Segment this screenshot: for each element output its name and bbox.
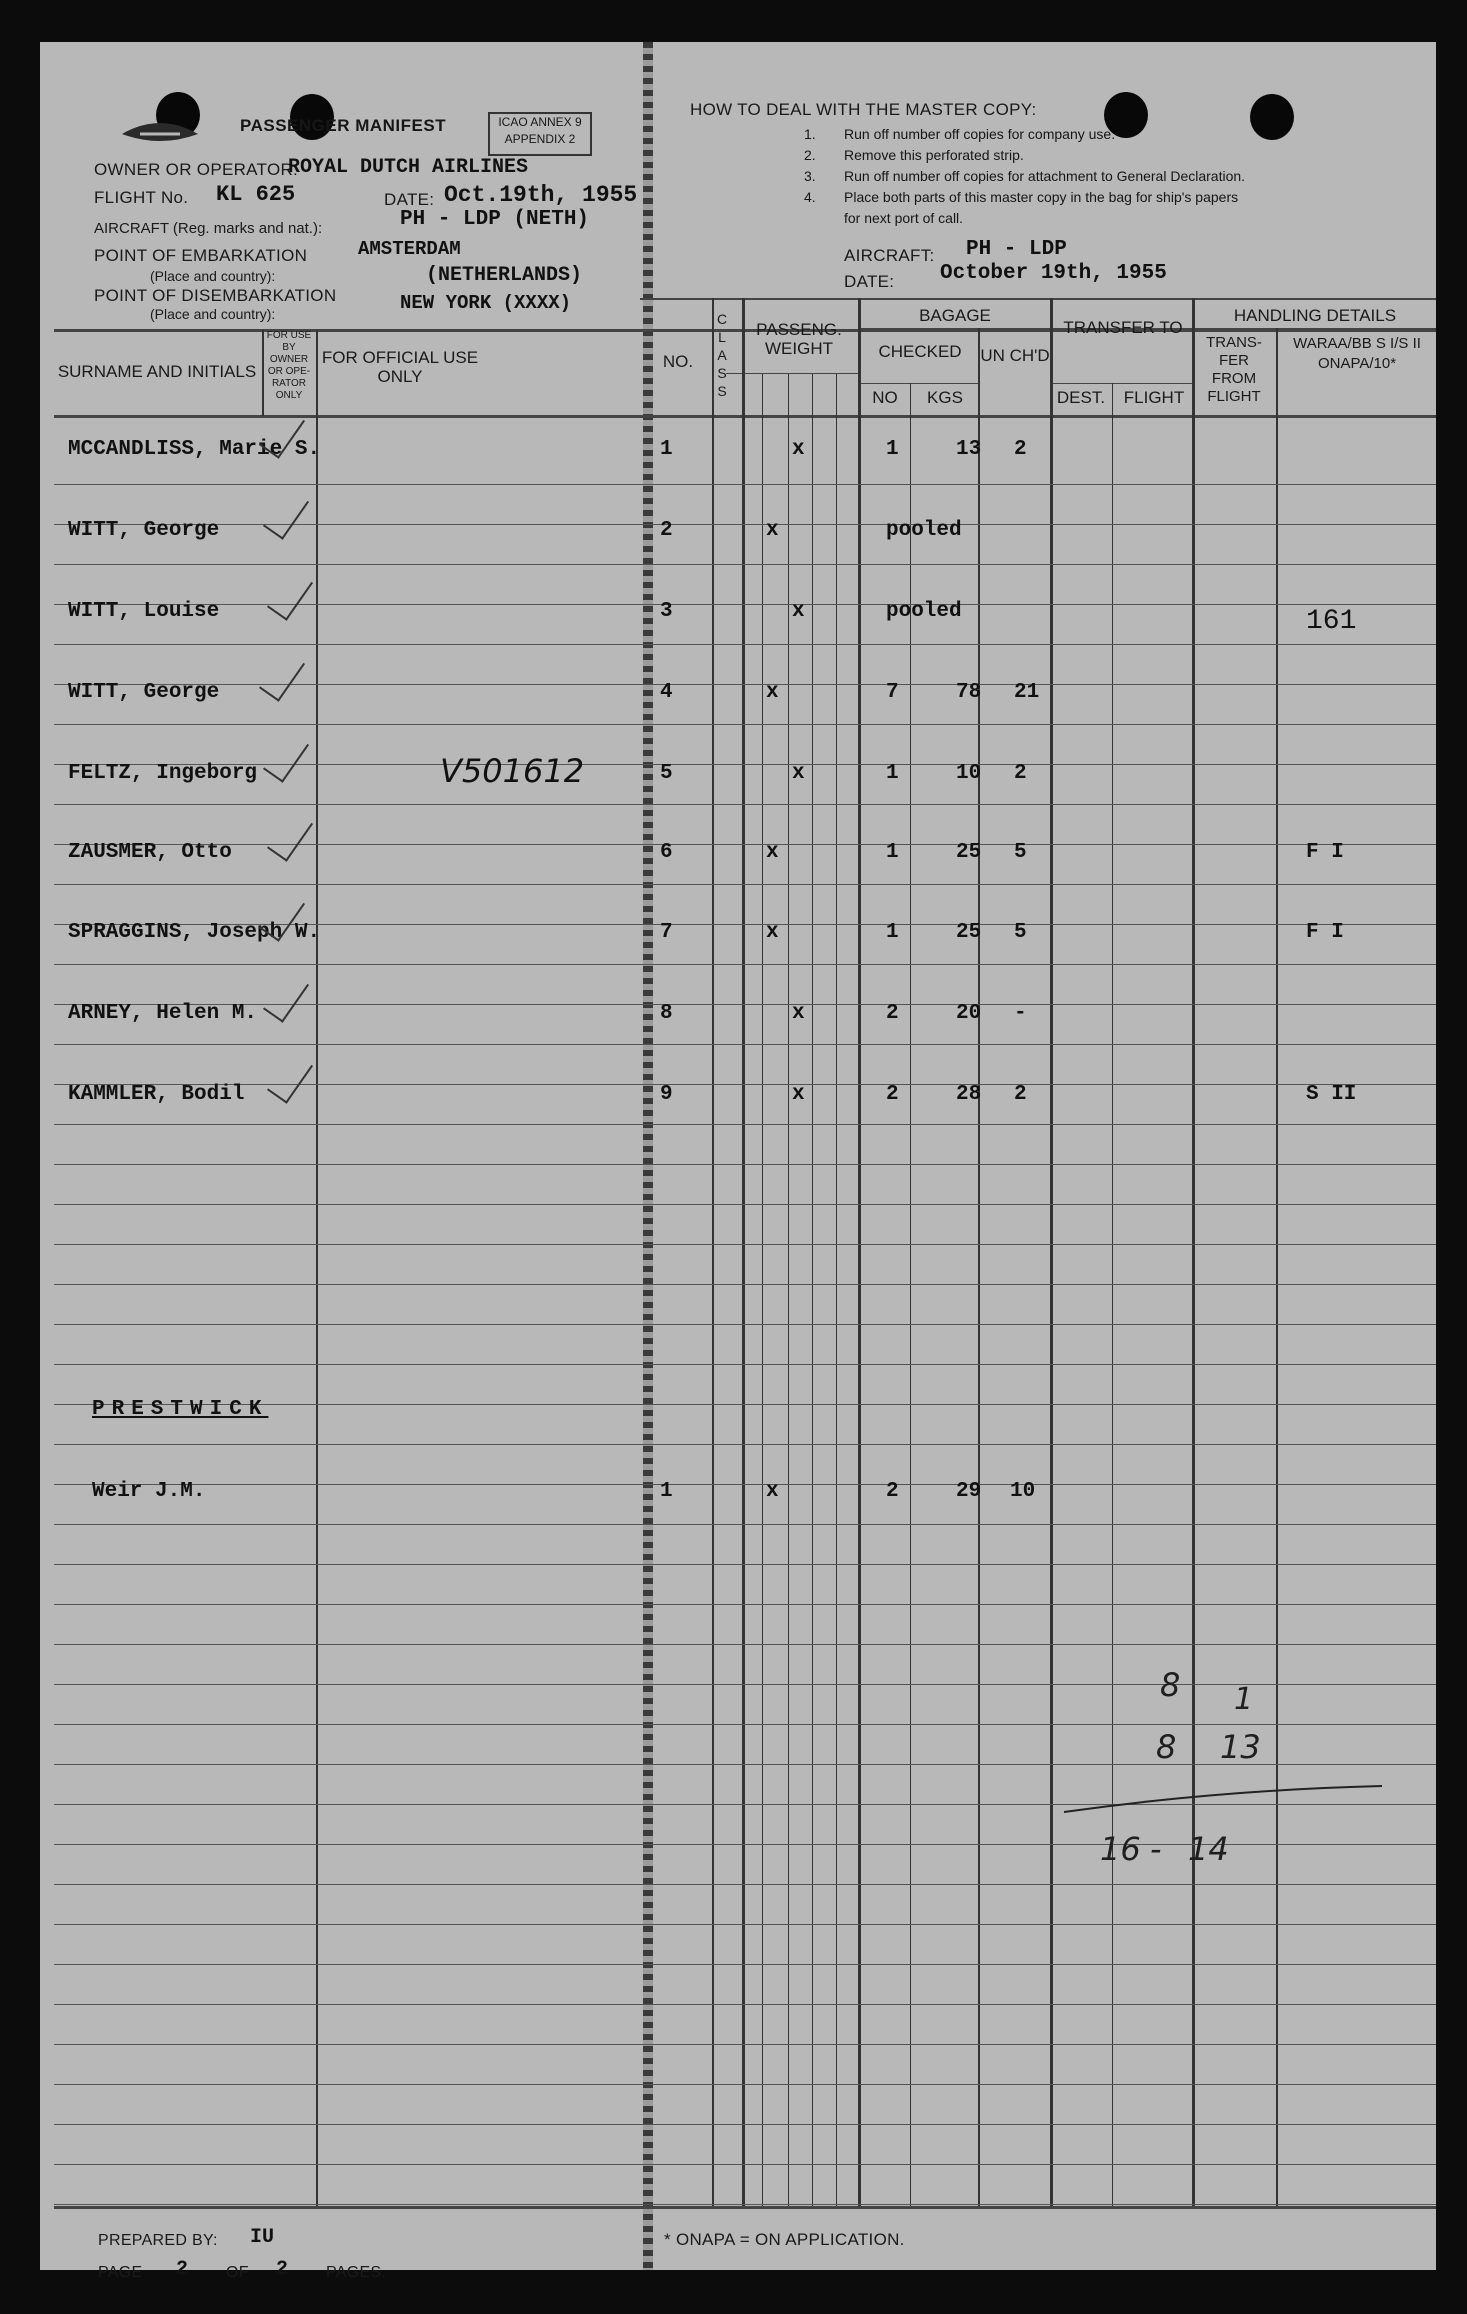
row-rule: [54, 1964, 1436, 1965]
disembark-label: POINT OF DISEMBARKATION: [94, 286, 337, 305]
passenger-class: x: [766, 1480, 779, 1503]
row-rule: [54, 564, 1436, 565]
col-transfer-from: TRANS- FER FROM FLIGHT: [1206, 334, 1262, 405]
passenger-no: 4: [660, 681, 673, 704]
row-rule: [54, 1684, 1436, 1685]
col-kgs: KGS: [927, 388, 963, 407]
passenger-name: KAMMLER, Bodil: [68, 1083, 245, 1106]
col-surname: SURNAME AND INITIALS: [57, 362, 257, 381]
inst-aircraft-value: PH - LDP: [966, 238, 1067, 261]
col-transfer: TRANSFER TO: [1063, 318, 1183, 337]
date-value: Oct.19th, 1955: [444, 182, 638, 208]
passenger-name: WITT, Louise: [68, 600, 220, 623]
row-rule: [54, 2044, 1436, 2045]
baggage-kgs: 28: [956, 1083, 982, 1106]
baggage-count: 2: [886, 1480, 899, 1503]
prepared-value: IU: [250, 2226, 275, 2249]
checkmark-icon: [263, 731, 309, 782]
tally-rule: [1060, 1782, 1390, 1822]
tally-f: 14: [1188, 1830, 1229, 1868]
handling-code: S II: [1306, 1083, 1357, 1106]
row-rule: [54, 964, 1436, 965]
official-note: V501612: [440, 752, 585, 790]
row-rule: [54, 2204, 1436, 2205]
row-rule: [54, 1124, 1436, 1125]
embark-value: AMSTERDAM: [358, 238, 461, 260]
baggage-pooled: pooled: [886, 519, 962, 542]
row-rule: [54, 644, 1436, 645]
passenger-class: x: [766, 519, 779, 542]
baggage-count: 1: [886, 438, 899, 461]
row-rule: [54, 764, 1436, 765]
passenger-name: ZAUSMER, Otto: [68, 841, 232, 864]
inst-aircraft-label: AIRCRAFT:: [844, 246, 935, 265]
passenger-class: x: [766, 921, 779, 944]
row-rule: [54, 1884, 1436, 1885]
passenger-name: ARNEY, Helen M.: [68, 1002, 258, 1025]
row-rule: [54, 1444, 1436, 1445]
passenger-no: 3: [660, 600, 673, 623]
aircraft-value: PH - LDP (NETH): [400, 208, 590, 231]
col-dest: DEST.: [1056, 388, 1106, 407]
baggage-count: 1: [886, 841, 899, 864]
row-rule: [54, 1244, 1436, 1245]
instruction-item: 2. Remove this perforated strip.: [804, 147, 1024, 163]
tally-dash: -: [1150, 1830, 1162, 1868]
col-handling: HANDLING DETAILS: [1233, 306, 1397, 325]
instruction-item: for next port of call.: [844, 210, 964, 226]
col-checked: CHECKED: [878, 342, 962, 361]
row-rule: [54, 1324, 1436, 1325]
handling-code: F I: [1306, 921, 1344, 944]
baggage-kgs: 78: [956, 681, 982, 704]
owner-value: ROYAL DUTCH AIRLINES: [288, 156, 529, 179]
passenger-no: 7: [660, 921, 673, 944]
icao-line1: ICAO ANNEX 9: [498, 115, 582, 129]
instructions-title: HOW TO DEAL WITH THE MASTER COPY:: [690, 100, 1037, 119]
passenger-no: 1: [660, 438, 673, 461]
pages-label: PAGES.: [326, 2264, 387, 2281]
passenger-class: x: [766, 841, 779, 864]
row-rule: [54, 2124, 1436, 2125]
baggage-kgs: 25: [956, 841, 982, 864]
row-rule: [54, 1004, 1436, 1005]
passenger-no: 9: [660, 1083, 673, 1106]
instructions-list: [804, 124, 1444, 229]
passenger-no: 8: [660, 1002, 673, 1025]
inst-date-value: October 19th, 1955: [940, 262, 1167, 285]
airline-logo-icon: [120, 112, 200, 152]
col-class: C L A S S: [716, 311, 728, 399]
passenger-name: WITT, George: [68, 519, 220, 542]
baggage-kgs: 25: [956, 921, 982, 944]
checkmark-icon: [263, 971, 309, 1022]
row-rule: [54, 804, 1436, 805]
row-rule: [54, 1204, 1436, 1205]
baggage-count: 1: [886, 762, 899, 785]
manifest-sheet: [40, 42, 1436, 2281]
col-official: FOR OFFICIAL USE ONLY: [321, 348, 479, 386]
row-rule: [54, 2164, 1436, 2165]
passenger-name: SPRAGGINS, Joseph W.: [68, 921, 321, 944]
passenger-class: x: [792, 762, 805, 785]
perforated-strip: [643, 42, 653, 2270]
col-flight: FLIGHT: [1123, 388, 1185, 407]
baggage-kgs: 13: [956, 438, 982, 461]
prepared-label: PREPARED BY:: [98, 2232, 218, 2249]
flight-label: FLIGHT No.: [94, 188, 189, 207]
tally-d: 13: [1220, 1728, 1261, 1766]
row-rule: [54, 1164, 1436, 1165]
row-rule: [54, 1084, 1436, 1085]
passenger-class: x: [792, 438, 805, 461]
col-unchd: UN CH'D: [980, 346, 1050, 365]
embark-label: POINT OF EMBARKATION: [94, 246, 308, 265]
baggage-count: 2: [886, 1083, 899, 1106]
icao-box: [488, 112, 592, 156]
passenger-name: Weir J.M.: [92, 1480, 206, 1503]
instruction-item: 4. Place both parts of this master copy in the bag for ship's papers: [804, 189, 1239, 205]
row-rule: [54, 2084, 1436, 2085]
row-rule: [54, 1564, 1436, 1565]
passenger-class: x: [766, 681, 779, 704]
passenger-class: x: [792, 1083, 805, 1106]
tally-e: 16: [1100, 1830, 1141, 1868]
checkmark-icon: [267, 1052, 313, 1103]
baggage-count: 2: [886, 1002, 899, 1025]
inst-date-label: DATE:: [844, 272, 895, 291]
row-rule: [54, 2004, 1436, 2005]
passenger-no: 2: [660, 519, 673, 542]
row-rule: [54, 1364, 1436, 1365]
passenger-no: 5: [660, 762, 673, 785]
col-bag-no: NO: [872, 388, 898, 407]
aircraft-label: AIRCRAFT (Reg. marks and nat.):: [94, 220, 323, 237]
baggage-count: 1: [886, 921, 899, 944]
row-rule: [54, 724, 1436, 725]
passenger-name: WITT, George: [68, 681, 220, 704]
icao-line2: APPENDIX 2: [504, 132, 576, 146]
passenger-no: 6: [660, 841, 673, 864]
baggage-kgs: 29: [956, 1480, 982, 1503]
disembark-sub: (Place and country):: [150, 306, 276, 322]
col-for-use: FOR USE BY OWNER OR OPE- RATOR ONLY: [266, 330, 312, 401]
handling-code: F I: [1306, 841, 1344, 864]
row-rule: [54, 524, 1436, 525]
onapa-note: * ONAPA = ON APPLICATION.: [664, 2230, 905, 2249]
instruction-item: 3. Run off number off copies for attachment to General Declaration.: [804, 168, 1246, 184]
baggage-pooled: pooled: [886, 600, 962, 623]
baggage-kgs: 10: [956, 762, 982, 785]
col-bagage: BAGAGE: [919, 306, 991, 325]
baggage-kgs: 20: [956, 1002, 982, 1025]
row-rule: [54, 1724, 1436, 1725]
col-passeng: PASSENG. WEIGHT: [756, 320, 842, 358]
instruction-item: 1. Run off number off copies for company use.: [804, 126, 1116, 142]
row-rule: [54, 1644, 1436, 1645]
row-rule: [54, 1484, 1436, 1485]
baggage-unchecked: 2: [1014, 1083, 1027, 1106]
passenger-class: x: [792, 1002, 805, 1025]
of-value: 2: [276, 2258, 289, 2281]
checkmark-icon: [267, 569, 313, 620]
tally-c: 8: [1156, 1728, 1177, 1766]
embark-sub: (Place and country):: [150, 268, 276, 284]
col-waraa: WARAA/BB S I/S II ONAPA/10*: [1293, 335, 1421, 372]
page-label: PAGE: [98, 2264, 143, 2281]
tally-b: 1: [1234, 1682, 1254, 1717]
form-title: PASSENGER MANIFEST: [240, 116, 447, 135]
tally-a: 8: [1160, 1666, 1181, 1704]
baggage-unchecked: 10: [1010, 1480, 1036, 1503]
passenger-name: MCCANDLISS, Marie S.: [68, 438, 321, 461]
passenger-class: x: [792, 600, 805, 623]
baggage-unchecked: 2: [1014, 438, 1027, 461]
baggage-count: 7: [886, 681, 899, 704]
disembark-value: NEW YORK (XXXX): [400, 292, 572, 314]
row-rule: [54, 1284, 1436, 1285]
baggage-unchecked: 5: [1014, 841, 1027, 864]
row-rule: [54, 604, 1436, 605]
handling-note: 161: [1306, 606, 1357, 637]
baggage-unchecked: -: [1014, 1002, 1027, 1025]
row-rule: [54, 884, 1436, 885]
row-rule: [54, 1524, 1436, 1525]
row-rule: [54, 1044, 1436, 1045]
row-rule: [54, 1924, 1436, 1925]
col-no: NO.: [662, 352, 694, 371]
owner-label: OWNER OR OPERATOR:: [94, 160, 299, 179]
date-label: DATE:: [384, 190, 435, 209]
baggage-unchecked: 21: [1014, 681, 1040, 704]
checkmark-icon: [263, 488, 309, 539]
embark-country: (NETHERLANDS): [426, 264, 583, 287]
page-value: 2: [176, 2258, 189, 2281]
of-label: OF: [226, 2264, 249, 2281]
checkmark-icon: [259, 650, 305, 701]
baggage-unchecked: 2: [1014, 762, 1027, 785]
section-heading: PRESTWICK: [92, 1398, 269, 1421]
checkmark-icon: [267, 810, 313, 861]
row-rule: [54, 844, 1436, 845]
flight-value: KL 625: [216, 182, 296, 207]
row-rule: [54, 484, 1436, 485]
passenger-name: FELTZ, Ingeborg: [68, 762, 258, 785]
row-rule: [54, 1604, 1436, 1605]
baggage-unchecked: 5: [1014, 921, 1027, 944]
passenger-no: 1: [660, 1480, 673, 1503]
